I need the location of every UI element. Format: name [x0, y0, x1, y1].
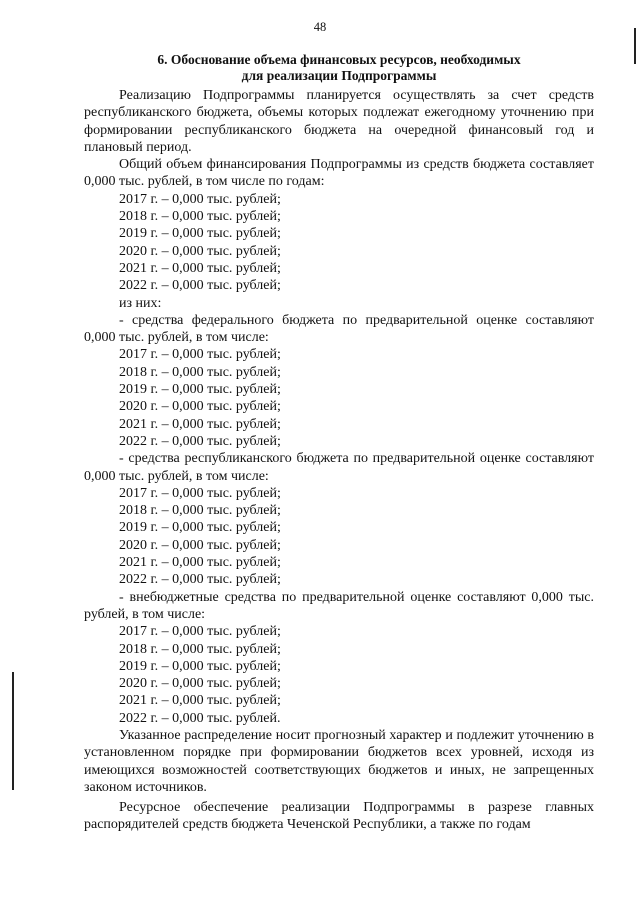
paragraph-federal-budget: - средства федерального бюджета по предварительной оценке составляют 0,000 тыс. рублей, в том числе: [84, 312, 594, 346]
paragraph-offbudget-funds: - внебюджетные средства по предварительной оценке составляют 0,000 тыс. рублей, в том числе: [84, 589, 594, 622]
year-line: 2022 г. – 0,000 тыс. рублей. [119, 710, 281, 726]
section-heading [84, 52, 594, 83]
section-heading-line-2: для реализации Подпрограммы [241, 67, 437, 83]
year-line: 2019 г. – 0,000 тыс. рублей; [119, 382, 281, 398]
year-line: 2019 г. – 0,000 тыс. рублей; [119, 520, 281, 536]
federal-years-list [84, 346, 594, 450]
year-line: 2019 г. – 0,000 тыс. рублей; [119, 658, 281, 674]
offbudget-years-list [84, 623, 594, 727]
year-line: 2021 г. – 0,000 тыс. рублей; [119, 555, 281, 571]
year-line: 2020 г. – 0,000 тыс. рублей; [119, 399, 281, 415]
year-line: 2020 г. – 0,000 тыс. рублей; [119, 676, 281, 692]
year-line: 2017 г. – 0,000 тыс. рублей; [119, 191, 281, 207]
year-line: 2017 г. – 0,000 тыс. рублей; [119, 624, 281, 640]
of-which-label: из них: [119, 295, 162, 311]
year-line: 2021 г. – 0,000 тыс. рублей; [119, 416, 281, 432]
scan-edge-mark-left [12, 672, 14, 790]
year-line: 2017 г. – 0,000 тыс. рублей; [119, 485, 281, 501]
year-line: 2022 г. – 0,000 тыс. рублей; [119, 572, 281, 588]
year-line: 2019 г. – 0,000 тыс. рублей; [119, 226, 281, 242]
total-years-list [84, 191, 594, 295]
year-line: 2018 г. – 0,000 тыс. рублей; [119, 364, 281, 380]
year-line: 2017 г. – 0,000 тыс. рублей; [119, 347, 281, 363]
year-line: 2022 г. – 0,000 тыс. рублей; [119, 278, 281, 294]
republic-years-list [84, 485, 594, 589]
year-line: 2021 г. – 0,000 тыс. рублей; [119, 693, 281, 709]
document-body [84, 87, 594, 834]
paragraph-funding-source: Реализацию Подпрограммы планируется осуществлять за счет средств республиканского бюджета, объемы которых подлежат ежегодному уточнению при формировании республиканского бюджета на очередной финансовый год и плановый период. [84, 88, 594, 155]
year-line: 2022 г. – 0,000 тыс. рублей; [119, 433, 281, 449]
paragraph-forecast-note: Указанное распределение носит прогнозный характер и подлежит уточнению в установленном порядке при формировании бюджетов всех уровней, исходя из имеющихся возможностей соответствующих бюджетов и иных, не запрещенных законом источников. [84, 727, 594, 795]
paragraph-resource-support: Ресурсное обеспечение реализации Подпрограммы в разрезе главных распорядителей средств бюджета Чеченской Республики, а также по годам [84, 800, 594, 833]
year-line: 2018 г. – 0,000 тыс. рублей; [119, 641, 281, 657]
year-line: 2020 г. – 0,000 тыс. рублей; [119, 243, 281, 259]
year-line: 2018 г. – 0,000 тыс. рублей; [119, 503, 281, 519]
section-heading-line-1: 6. Обоснование объема финансовых ресурсов, необходимых [157, 52, 521, 67]
page-number: 48 [313, 20, 327, 34]
year-line: 2018 г. – 0,000 тыс. рублей; [119, 209, 281, 225]
year-line: 2020 г. – 0,000 тыс. рублей; [119, 537, 281, 553]
paragraph-republic-budget: - средства республиканского бюджета по предварительной оценке составляют 0,000 тыс. рублей, в том числе: [84, 451, 594, 484]
year-line: 2021 г. – 0,000 тыс. рублей; [119, 260, 281, 276]
paragraph-total-funding: Общий объем финансирования Подпрограммы из средств бюджета составляет 0,000 тыс. рублей, в том числе по годам: [84, 157, 594, 190]
